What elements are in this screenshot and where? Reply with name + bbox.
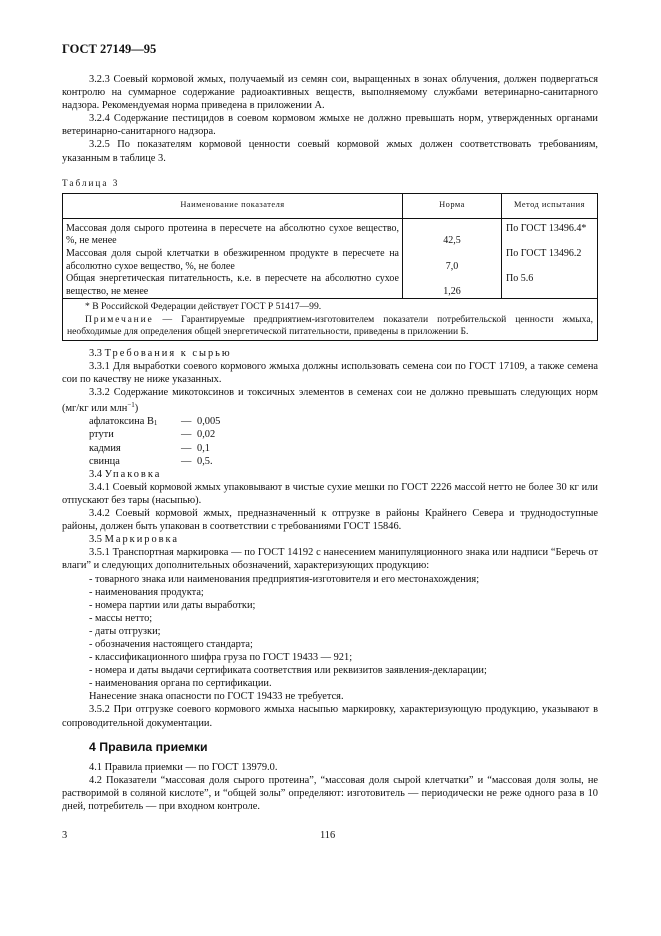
paragraph-3-5-2: 3.5.2 При отгрузке соевого кормового жмыха насыпью маркировку, характеризующую продукцию, указывают в сопроводительной документации. (62, 704, 598, 729)
paragraph-3-4-1: 3.4.1 Соевый кормовой жмых упаковывают в чистые сухие мешки по ГОСТ 2226 массой нетто не более 30 кг или отпускают без тары (насыпью). (62, 481, 598, 506)
list-item: - массы нетто; (89, 612, 153, 624)
limit-name: свинца (89, 455, 120, 467)
limit-value: 0,5. (197, 455, 213, 467)
table-note-text: — Гарантируемые предприятием-изготовителем показатели потребительской ценности жмыха, необходимые для определения общей энергетической питательности, приведены в приложении Б. (67, 313, 593, 337)
table-row (63, 218, 598, 248)
paragraph-danger-sign: Нанесение знака опасности по ГОСТ 19433 не требуется. (89, 691, 344, 703)
table-cell-norm: 42,5 (403, 218, 502, 248)
limit-row (89, 455, 598, 468)
paragraph-3-5-1: 3.5.1 Транспортная маркировка — по ГОСТ 14192 с нанесением манипуляционного знака или надписи “Беречь от влаги” и следующих дополнительных обозначений, характеризующих продукцию: (62, 547, 598, 572)
table-footnote-box (62, 299, 598, 341)
list-item: - номера и даты выдачи сертификата соответствия или реквизитов заявления-декларации; (89, 665, 487, 677)
paragraph-4-2: 4.2 Показатели “массовая доля сырого протеина”, “массовая доля сырой клетчатки” и “массовая доля золы, не растворимой в соляной кислоте”, и “общей золы” определяют: изготовитель — периодически не реже одного раза в 10 дней, потребитель — при входном контроле. (62, 774, 598, 813)
paragraph-3-4-2: 3.4.2 Соевый кормовой жмых, предназначенный к отгрузке в районы Крайнего Севера и труднодоступные районы, должен быть упакован в соответствии с требованиями ГОСТ 15846. (62, 508, 598, 533)
limit-value: 0,1 (197, 442, 210, 454)
table-caption: Таблица 3 (62, 177, 120, 188)
table-cell-method: По ГОСТ 13496.2 (502, 248, 598, 273)
paragraph-3-3-2-end: ) (134, 403, 139, 415)
table-footnote: * В Российской Федерации действует ГОСТ Р 51417—99. (85, 301, 322, 313)
limit-name: афлатоксина B1 (89, 416, 158, 428)
paragraph-3-2-4: 3.2.4 Содержание пестицидов в соевом кормовом жмыхе не должно превышать норм, утвержденных органами ветеринарно-санитарного надзора. (62, 113, 598, 138)
table-cell-method: По ГОСТ 13496.4* (502, 218, 598, 248)
section-title: Требования к сырью (104, 347, 232, 359)
table-header-row (63, 193, 598, 218)
section-number: 3.3 (89, 347, 105, 359)
section-title: Упаковка (104, 468, 162, 480)
table-row (63, 273, 598, 299)
list-item: - наименования продукта; (89, 586, 204, 598)
limits-list (62, 415, 598, 467)
paragraph-3-2-5: 3.2.5 По показателям кормовой ценности соевый кормовой жмых должен соответствовать требованиям, указанным в таблице 3. (62, 139, 598, 164)
list-item: - наименования органа по сертификации. (89, 678, 272, 690)
limit-dash: — (181, 442, 192, 454)
table-cell-norm: 7,0 (403, 248, 502, 273)
table-cell-name: Общая энергетическая питательность, к.е. в пересчете на абсолютно сухое вещество, не менее (63, 273, 403, 299)
limit-dash: — (181, 429, 192, 441)
limit-value: 0,02 (197, 429, 216, 441)
table-note-label: Примечание (85, 313, 154, 325)
table-cell-norm: 1,26 (403, 273, 502, 299)
section-number: 3.4 (89, 468, 105, 480)
limit-row (89, 442, 598, 455)
section-heading-3-5 (62, 533, 598, 546)
table-note (67, 314, 593, 338)
section-heading-4: 4 Правила приемки (89, 739, 208, 754)
paragraph-3-3-1: 3.3.1 Для выработки соевого кормового жмыха должны использовать семена сои по ГОСТ 17109, а также семена сои по качеству не ниже указанных. (62, 361, 598, 386)
paragraph-3-3-2 (62, 386, 598, 415)
limit-dash: — (181, 416, 192, 428)
limit-name: кадмия (89, 442, 121, 454)
list-item: - классификационного шифра груза по ГОСТ 19433 — 921; (89, 652, 353, 664)
paragraph-4-1: 4.1 Правила приемки — по ГОСТ 13979.0. (89, 761, 278, 773)
table-3 (62, 193, 598, 341)
list-item: - даты отгрузки; (89, 625, 161, 637)
paragraph-3-2-3: 3.2.3 Соевый кормовой жмых, получаемый из семян сои, выращенных в зонах облучения, должен подвергаться контролю на суммарное содержание радиоактивных веществ, выполняемому службами ветеринарно-санитарного надзора. Рекомендуемая норма приведена в приложении А. (62, 74, 598, 112)
limit-name: ртути (89, 429, 114, 441)
limit-dash: — (181, 455, 192, 467)
table-cell-name: Массовая доля сырой клетчатки в обезжиренном продукте в пересчете на абсолютно сухое вещество, %, не более (63, 248, 403, 273)
footer-page-number: 3 (62, 830, 68, 841)
limit-value: 0,005 (197, 416, 221, 428)
section-title: Маркировка (104, 534, 180, 546)
footer-sheet-number: 116 (320, 830, 336, 841)
paragraph-3-3-2-text: 3.3.2 Содержание микотоксинов и токсичных элементов в семенах сои не должно превышать следующих норм (мг/кг или млн (62, 387, 598, 415)
document-body (62, 73, 598, 813)
table-header-norm: Норма (403, 193, 502, 218)
limit-row (89, 428, 598, 441)
list-item: - товарного знака или наименования предприятия-изготовителя и его местонахождения; (89, 573, 480, 585)
limit-row (89, 415, 598, 428)
list-item: - номера партии или даты выработки; (89, 599, 256, 611)
section-heading-3-3 (62, 347, 598, 360)
section-heading-3-4 (62, 468, 598, 481)
document-header-title: ГОСТ 27149—95 (62, 42, 157, 56)
section-number: 3.5 (89, 534, 105, 546)
list-item: - обозначения настоящего стандарта; (89, 638, 253, 650)
table-header-name: Наименование показателя (63, 193, 403, 218)
table-cell-method: По 5.6 (502, 273, 598, 299)
table-row (63, 248, 598, 273)
superscript: −1 (127, 401, 135, 410)
table-header-method: Метод испытания (502, 193, 598, 218)
table-cell-name: Массовая доля сырого протеина в пересчете на абсолютно сухое вещество, %, не менее (63, 218, 403, 248)
